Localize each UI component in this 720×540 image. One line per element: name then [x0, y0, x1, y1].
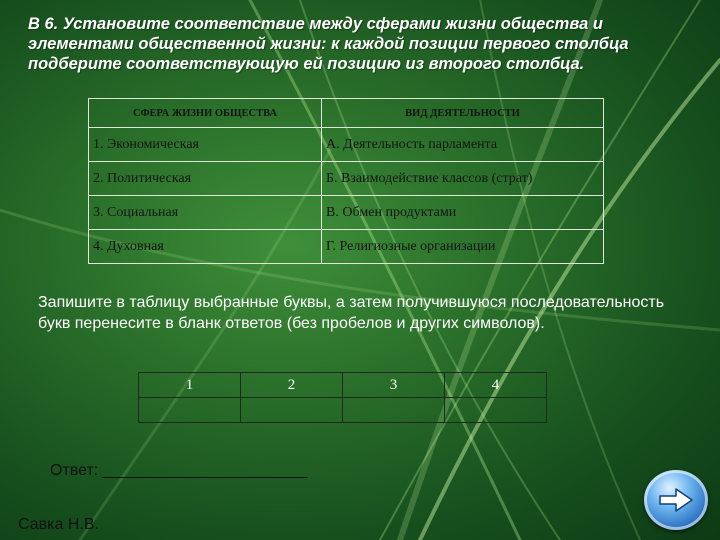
header-sphere: СФЕРА ЖИЗНИ ОБЩЕСТВА	[89, 99, 322, 128]
answer-grid	[138, 372, 547, 423]
answer-col-header: 4	[445, 373, 547, 398]
sphere-cell: 4. Духовная	[89, 230, 322, 264]
answer-col-header: 1	[139, 373, 241, 398]
table-row	[89, 162, 604, 196]
author-name: Савка Н.В.	[18, 516, 99, 533]
answer-col-header: 2	[241, 373, 343, 398]
arrow-right-icon	[658, 487, 694, 513]
answer-cell-4[interactable]	[445, 398, 547, 423]
table-header-row	[89, 99, 604, 128]
answer-cell-1[interactable]	[139, 398, 241, 423]
table-row	[89, 128, 604, 162]
answer-cell-2[interactable]	[241, 398, 343, 423]
answer-cell-3[interactable]	[343, 398, 445, 423]
answer-grid-header-row	[139, 373, 547, 398]
activity-cell: В. Обмен продуктами	[322, 196, 604, 230]
answer-grid-input-row	[139, 398, 547, 423]
activity-cell: Б. Взаимодействие классов (страт)	[322, 162, 604, 196]
sphere-cell: 3. Социальная	[89, 196, 322, 230]
task-title: В 6. Установите соответствие между сферами жизни общества и элементами общественной жизни: к каждой позиции первого столбца подберите соответствующую ей позицию из второго столбца.	[28, 15, 629, 73]
activity-cell: Г. Религиозные организации	[322, 230, 604, 264]
header-activity: ВИД ДЕЯТЕЛЬНОСТИ	[322, 99, 604, 128]
answer-col-header: 3	[343, 373, 445, 398]
answer-line: Ответ: _______________________	[50, 462, 308, 479]
sphere-cell: 1. Экономическая	[89, 128, 322, 162]
sphere-cell: 2. Политическая	[89, 162, 322, 196]
table-row	[89, 196, 604, 230]
activity-cell: А. Деятельность парламента	[322, 128, 604, 162]
next-slide-button[interactable]	[644, 470, 708, 530]
matching-table	[88, 98, 604, 264]
instruction-text: Запишите в таблицу выбранные буквы, а затем получившуюся последовательность букв перенесите в бланк ответов (без пробелов и других символов).	[38, 294, 665, 332]
table-row	[89, 230, 604, 264]
